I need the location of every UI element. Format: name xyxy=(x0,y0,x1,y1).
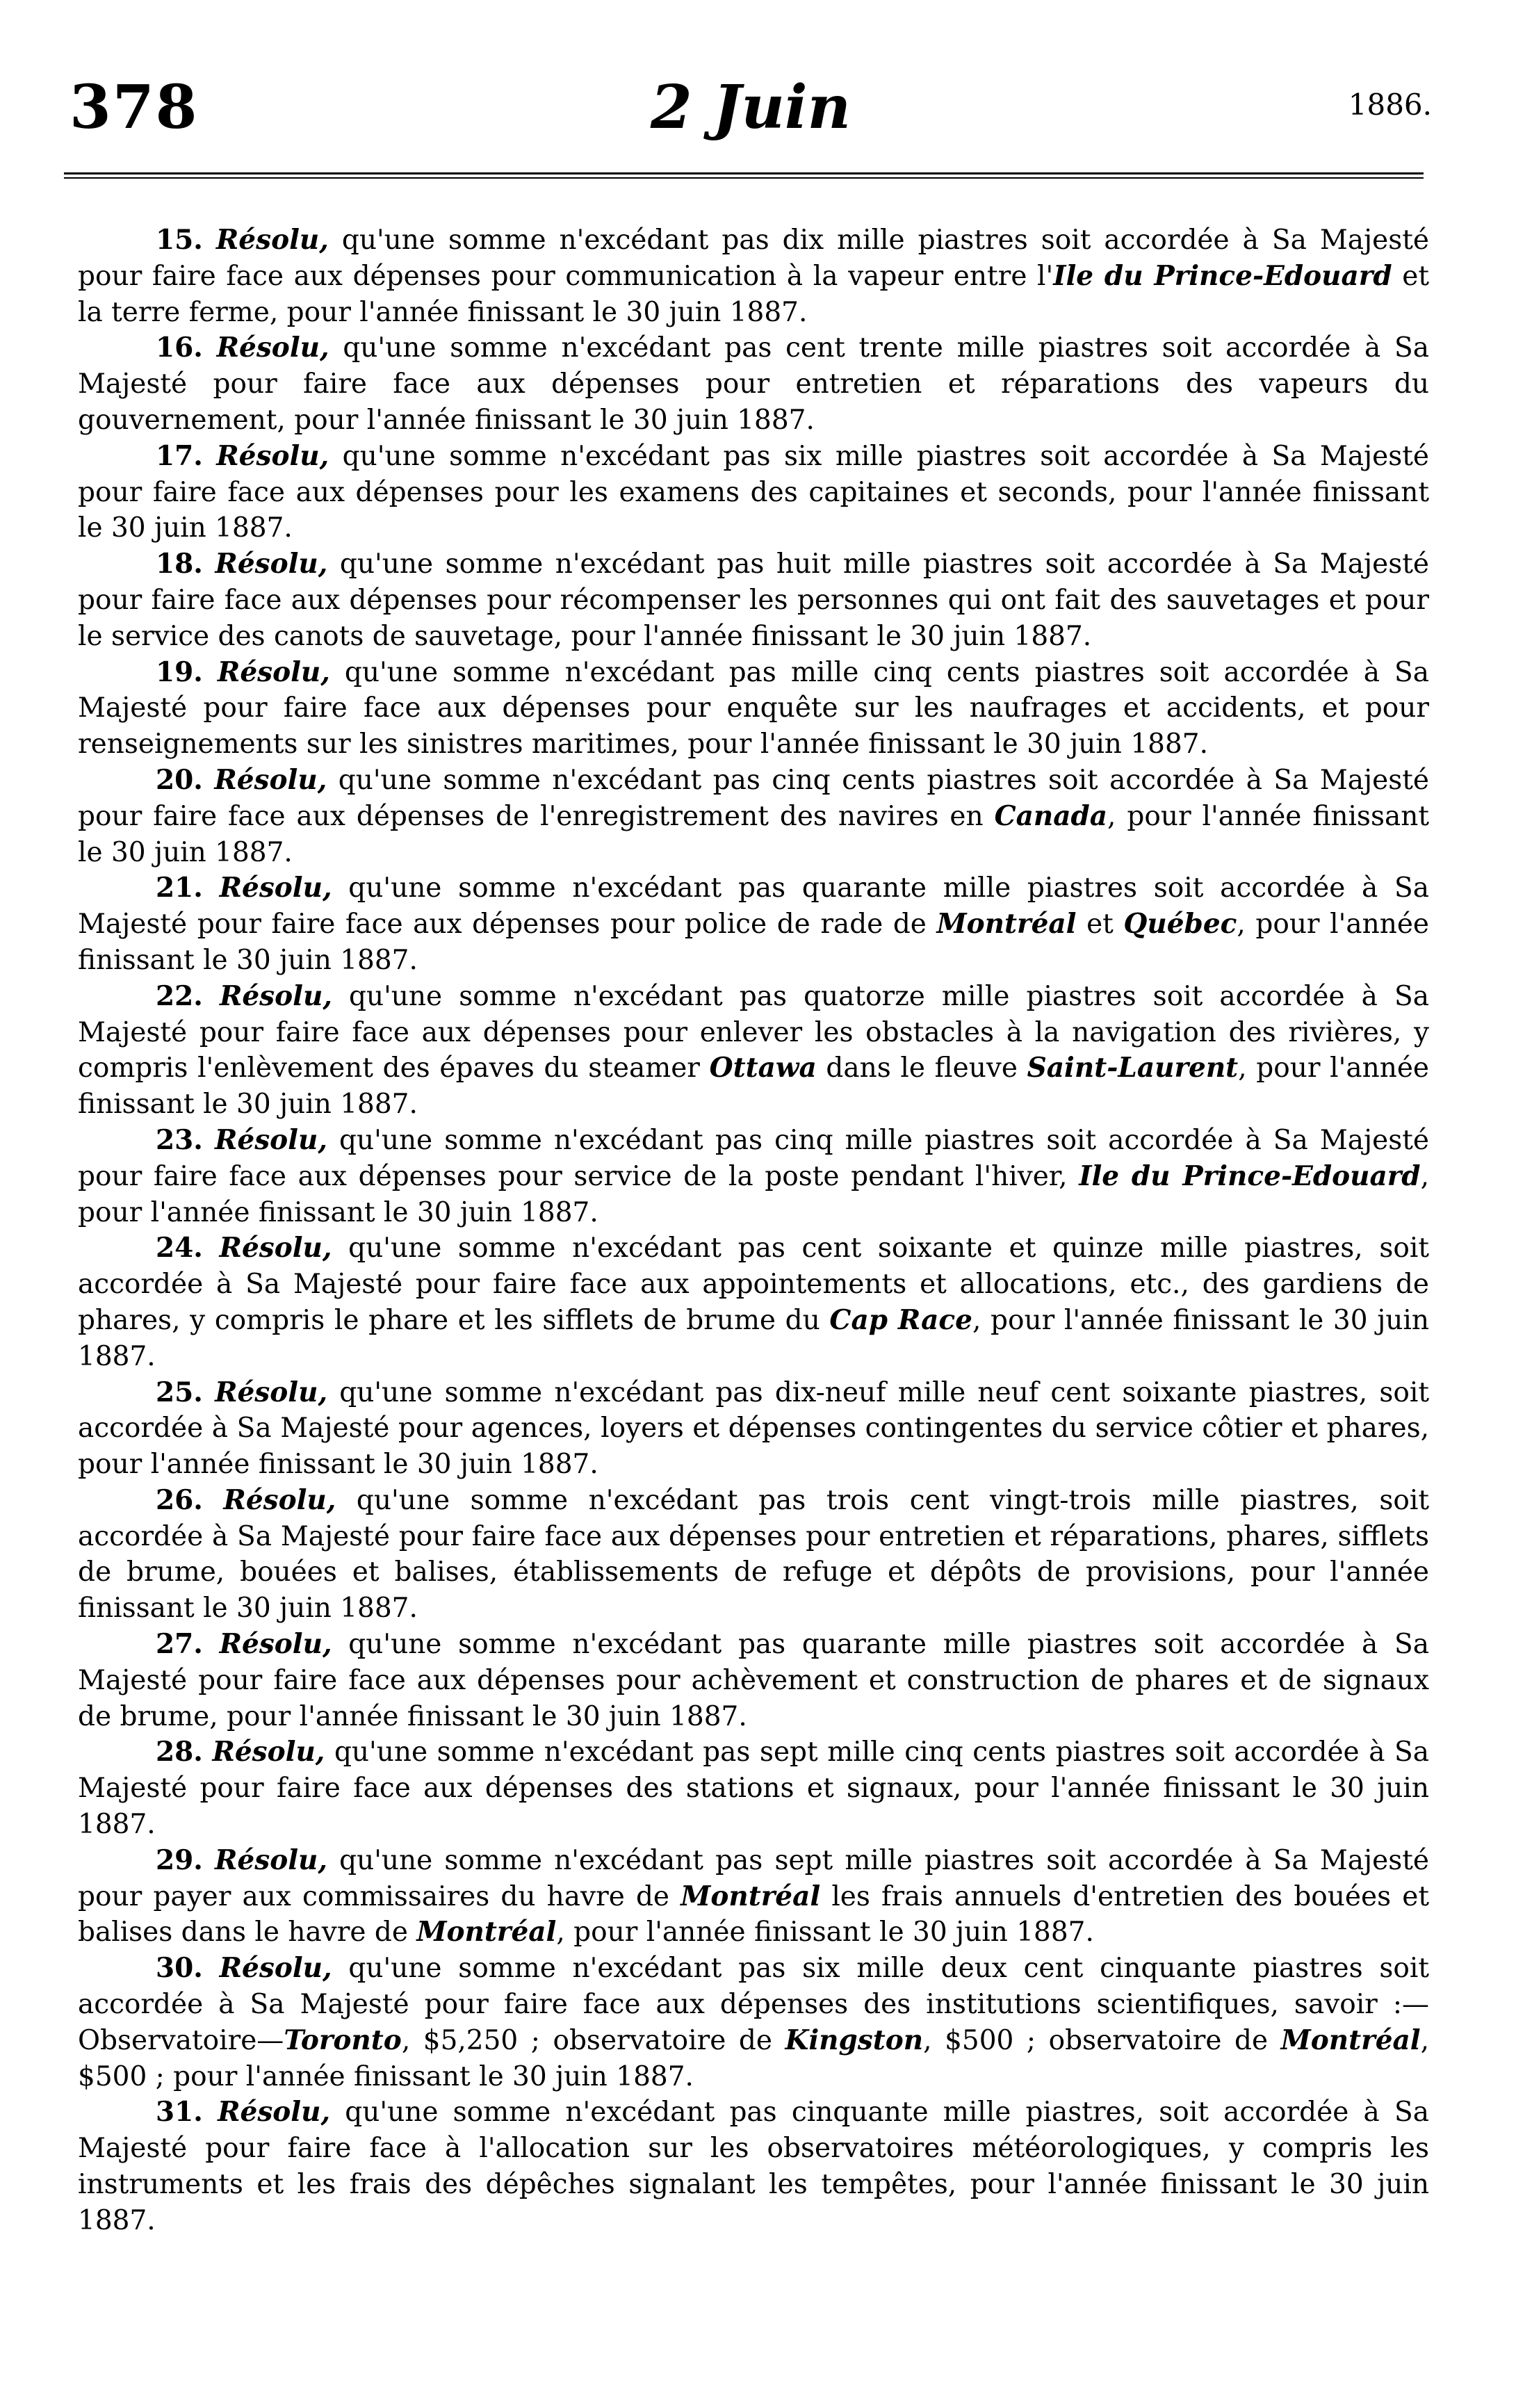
resolution-text: , $5,250 ; observatoire de xyxy=(401,2024,785,2056)
resolution-lead: Résolu, xyxy=(219,872,332,904)
resolution-place-name: Ottawa xyxy=(709,1052,817,1084)
resolution-text: , pour l'année finissant le 30 juin 1887. xyxy=(78,1160,1429,1228)
resolution-place-name: Ile du Prince-Edouard xyxy=(1053,259,1392,292)
resolution-text: qu'une somme n'excédant pas dix mille piastres soit accordée à Sa Majesté pour faire face aux dépenses pour communication à la vapeur entre l' xyxy=(78,225,1429,292)
resolution-paragraph xyxy=(78,1734,1429,1842)
resolution-text: qu'une somme n'excédant pas mille cinq cents piastres soit accordée à Sa Majesté pour faire face aux dépenses pour enquête sur les naufrages et accidents, et pour renseignements sur les sinistres maritimes, pour l'année finissant le 30 juin 1887. xyxy=(78,656,1429,760)
resolution-number: 28. xyxy=(156,1736,203,1768)
resolution-text: qu'une somme n'excédant pas sept mille cinq cents piastres soit accordée à Sa Majesté pour faire face aux dépenses des stations et signaux, pour l'année finissant le 30 juin 1887. xyxy=(78,1736,1429,1841)
resolution-number: 29. xyxy=(156,1844,203,1876)
resolution-place-name: Montréal xyxy=(416,1916,557,1949)
resolution-lead: Résolu, xyxy=(215,548,328,580)
resolution-paragraph xyxy=(78,1375,1429,1483)
resolution-text: qu'une somme n'excédant pas six mille deux cent cinquante piastres soit accordée à Sa Majesté pour faire face aux dépenses des institutions scientifiques, savoir :—Observatoire— xyxy=(78,1953,1429,2056)
resolution-text: qu'une somme n'excédant pas quatorze mille piastres soit accordée à Sa Majesté pour faire face aux dépenses pour enlever les obstacles à la navigation des rivières, y compris l'enlèvement des épaves du steamer xyxy=(78,980,1429,1084)
resolution-text: , pour l'année finissant le 30 juin 1887. xyxy=(78,800,1429,868)
resolution-paragraph xyxy=(78,1843,1429,1951)
resolution-number: 30. xyxy=(156,1952,203,1985)
resolution-number: 17. xyxy=(156,439,203,472)
resolution-paragraph xyxy=(78,439,1429,546)
resolution-lead: Résolu, xyxy=(215,1376,328,1408)
resolution-place-name: Toronto xyxy=(284,2024,402,2056)
resolution-text: qu'une somme n'excédant pas cinq cents piastres soit accordée à Sa Majesté pour faire face aux dépenses de l'enregistrement des navires en xyxy=(78,764,1429,832)
resolution-place-name: Cap Race xyxy=(829,1303,972,1336)
resolution-text: qu'une somme n'excédant pas cinq mille piastres soit accordée à Sa Majesté pour faire face aux dépenses pour service de la poste pendant l'hiver, xyxy=(78,1124,1430,1192)
resolution-lead: Résolu, xyxy=(214,1123,327,1156)
resolution-place-name: Canada xyxy=(994,799,1108,832)
resolution-number: 18. xyxy=(156,548,203,580)
resolution-text: , pour l'année finissant le 30 juin 1887. xyxy=(556,1917,1094,1949)
resolution-text: les frais annuels d'entretien des bouées et balises dans le havre de xyxy=(78,1880,1429,1949)
running-title: 2 Juin xyxy=(650,72,851,143)
resolution-lead: Résolu, xyxy=(212,1736,325,1768)
resolution-text: qu'une somme n'excédant pas trois cent vingt-trois mille piastres, soit accordée à Sa Majesté pour faire face aux dépenses pour entretien et réparations, phares, sifflets de brume, bouées et balises, établissements de refuge et dépôts de provisions, pour l'année finissant le 30 juin 1887. xyxy=(78,1484,1429,1625)
resolution-lead: Résolu, xyxy=(216,332,329,364)
resolution-number: 31. xyxy=(156,2096,203,2129)
resolution-text: qu'une somme n'excédant pas sept mille piastres soit accordée à Sa Majesté pour payer aux commissaires du havre de xyxy=(78,1844,1429,1912)
resolution-number: 23. xyxy=(156,1123,203,1156)
resolution-number: 27. xyxy=(156,1628,203,1661)
resolution-text: qu'une somme n'excédant pas cent trente mille piastres soit accordée à Sa Majesté pour faire face aux dépenses pour entretien et réparations des vapeurs du gouvernement, pour l'année finissant le 30 juin 1887. xyxy=(78,332,1429,436)
resolution-lead: Résolu, xyxy=(219,1952,332,1985)
resolution-text: qu'une somme n'excédant pas quarante mille piastres soit accordée à Sa Majesté pour faire face aux dépenses pour achèvement et construction de phares et de signaux de brume, pour l'année finissant le 30 juin 1887. xyxy=(78,1629,1429,1732)
resolution-place-name: Montréal xyxy=(680,1880,821,1912)
resolution-text: et la terre ferme, pour l'année finissant le 30 juin 1887. xyxy=(78,260,1429,328)
resolution-paragraph xyxy=(78,1483,1429,1627)
header-year: 1886. xyxy=(1348,88,1432,122)
resolution-paragraph xyxy=(78,1951,1429,2094)
resolution-paragraph xyxy=(78,1627,1429,1734)
resolution-paragraph xyxy=(78,222,1429,330)
resolution-lead: Résolu, xyxy=(215,224,329,256)
resolution-lead: Résolu, xyxy=(215,1844,327,1876)
resolution-text: , $500 ; pour l'année finissant le 30 juin 1887. xyxy=(78,2024,1429,2092)
resolution-lead: Résolu, xyxy=(223,1483,336,1516)
resolution-number: 21. xyxy=(156,872,203,904)
resolution-paragraph xyxy=(78,763,1429,870)
resolution-paragraph xyxy=(78,546,1429,654)
resolution-lead: Résolu, xyxy=(216,439,329,472)
resolution-number: 25. xyxy=(156,1376,203,1408)
resolution-text: qu'une somme n'excédant pas huit mille piastres soit accordée à Sa Majesté pour faire face aux dépenses pour récompenser les personnes qui ont fait des sauvetages et pour le service des canots de sauvetage, pour l'année finissant le 30 juin 1887. xyxy=(78,548,1429,652)
resolutions-body xyxy=(78,222,1429,2239)
resolution-lead: Résolu, xyxy=(218,2096,331,2129)
resolution-number: 16. xyxy=(156,332,203,364)
resolution-text: et xyxy=(1076,909,1124,941)
resolution-paragraph xyxy=(78,330,1429,438)
resolution-place-name: Saint-Laurent xyxy=(1027,1052,1239,1084)
resolution-place-name: Montréal xyxy=(936,908,1077,941)
resolution-paragraph xyxy=(78,1230,1429,1374)
resolution-text: dans le fleuve xyxy=(816,1052,1027,1084)
resolution-text: qu'une somme n'excédant pas quarante mille piastres soit accordée à Sa Majesté pour faire face aux dépenses pour police de rade de xyxy=(78,872,1429,941)
resolution-lead: Résolu, xyxy=(214,763,327,796)
resolution-place-name: Kingston xyxy=(785,2024,924,2056)
resolution-text: , pour l'année finissant le 30 juin 1887. xyxy=(78,909,1430,976)
resolution-text: , pour l'année finissant le 30 juin 1887. xyxy=(78,1304,1430,1372)
resolution-lead: Résolu, xyxy=(219,1232,332,1264)
resolution-text: , $500 ; observatoire de xyxy=(923,2024,1281,2056)
resolution-number: 19. xyxy=(156,656,203,688)
resolution-lead: Résolu, xyxy=(217,656,330,688)
resolution-paragraph xyxy=(78,979,1429,1123)
resolution-place-name: Ile du Prince-Edouard xyxy=(1079,1160,1421,1192)
resolution-text: qu'une somme n'excédant pas cinquante mille piastres, soit accordée à Sa Majesté pour faire face à l'allocation sur les observatoires météorologiques, y compris les instruments et les frais des dépêches signalant les tempêtes, pour l'année finissant le 30 juin 1887. xyxy=(78,2097,1429,2236)
resolution-lead: Résolu, xyxy=(219,1628,332,1661)
resolution-text: , pour l'année finissant le 30 juin 1887. xyxy=(78,1052,1429,1121)
resolution-number: 20. xyxy=(156,763,203,796)
resolution-number: 26. xyxy=(156,1483,203,1516)
resolution-number: 15. xyxy=(156,224,203,256)
resolution-place-name: Québec xyxy=(1123,908,1237,941)
resolution-place-name: Montréal xyxy=(1280,2024,1421,2056)
resolution-paragraph xyxy=(78,2094,1429,2238)
resolution-text: qu'une somme n'excédant pas dix-neuf mille neuf cent soixante piastres, soit accordée à Sa Majesté pour agences, loyers et dépenses contingentes du service côtier et phares, pour l'année finissant le 30 juin 1887. xyxy=(78,1376,1429,1481)
resolution-lead: Résolu, xyxy=(219,979,332,1012)
resolution-text: qu'une somme n'excédant pas cent soixante et quinze mille piastres, soit accordée à Sa Majesté pour faire face aux appointements et allocations, etc., des gardiens de phares, y compris le phare et les sifflets de brume du xyxy=(78,1233,1429,1336)
resolution-text: qu'une somme n'excédant pas six mille piastres soit accordée à Sa Majesté pour faire face aux dépenses pour les examens des capitaines et seconds, pour l'année finissant le 30 juin 1887. xyxy=(78,440,1429,544)
resolution-paragraph xyxy=(78,870,1429,978)
header-rule xyxy=(64,172,1424,179)
resolution-paragraph xyxy=(78,655,1429,763)
resolution-paragraph xyxy=(78,1123,1429,1230)
resolution-number: 24. xyxy=(156,1232,203,1264)
page-number: 378 xyxy=(70,72,199,143)
page-header xyxy=(70,70,1432,153)
resolution-number: 22. xyxy=(156,979,203,1012)
